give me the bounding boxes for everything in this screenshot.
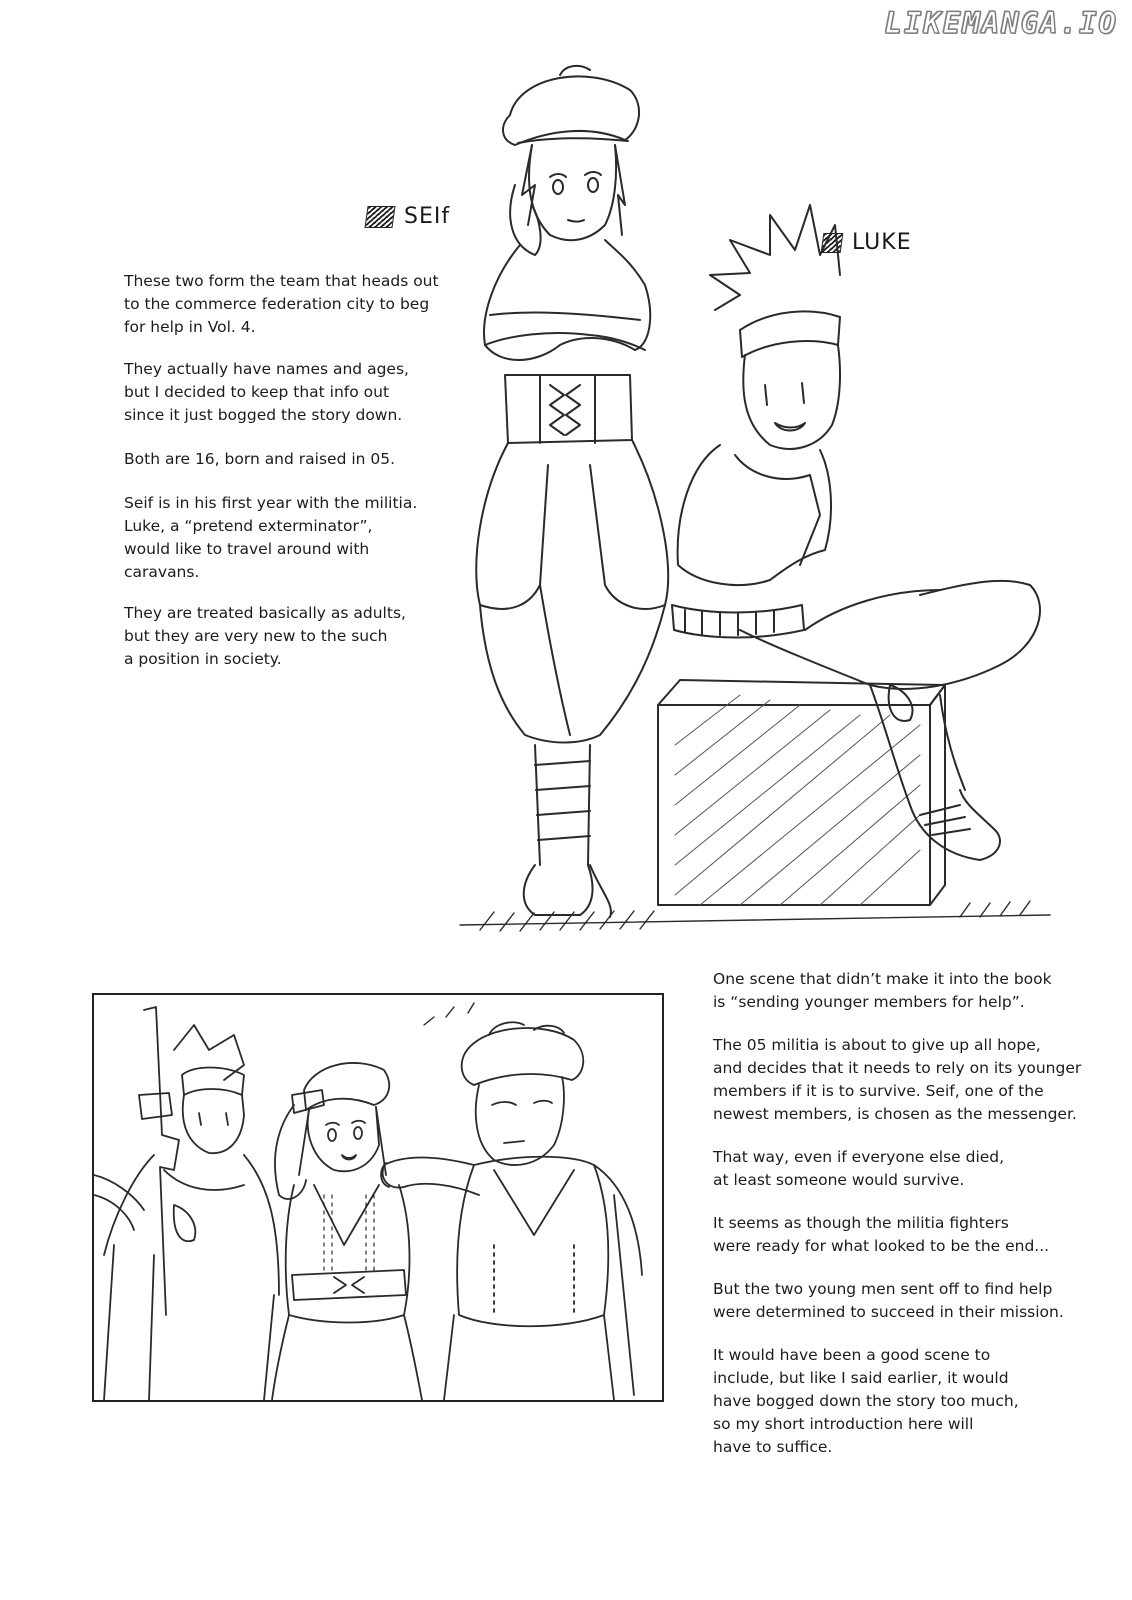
note-top-2: They actually have names and ages, but I decided to keep that info out since it just bogged the story down. [124, 360, 409, 424]
note-top-5: They are treated basically as adults, but they are very new to the such a position in society. [124, 604, 406, 668]
note-bottom-1: One scene that didn’t make it into the book is “sending younger members for help”. [713, 970, 1052, 1011]
note-top-3: Both are 16, born and raised in 05. [124, 450, 396, 468]
luke-name-text: LUKE [852, 230, 912, 255]
note-top-1: These two form the team that heads out to the commerce federation city to beg for help in Vol. 4. [124, 272, 439, 336]
seif-name-text: SEIf [404, 204, 451, 229]
note-bottom-5: But the two young men sent off to find help were determined to succeed in their mission. [713, 1280, 1064, 1321]
note-bottom-4: It seems as though the militia fighters were ready for what looked to be the end... [713, 1214, 1050, 1255]
note-bottom-6: It would have been a good scene to include, but like I said earlier, it would have bogged down the story too much, so my short introduction here will have to suffice. [713, 1346, 1019, 1456]
note-bottom-2: The 05 militia is about to give up all hope, and decides that it needs to rely on its younger members if it is to survive. Seif, one of the newest members, is chosen as the messenger. [713, 1036, 1082, 1123]
site-watermark: LIKEMANGA.IO [884, 6, 1118, 40]
character-sketch-illustration [440, 45, 1080, 965]
militia-scene-sketch [94, 995, 662, 1400]
hatched-swatch-icon [364, 206, 395, 228]
seif-name-label [366, 204, 450, 229]
militia-scene-panel [92, 993, 664, 1402]
note-top-4: Seif is in his first year with the militia. Luke, a “pretend exterminator”, would like to travel around with caravans. [124, 494, 418, 581]
note-bottom-3: That way, even if everyone else died, at least someone would survive. [713, 1148, 1005, 1189]
